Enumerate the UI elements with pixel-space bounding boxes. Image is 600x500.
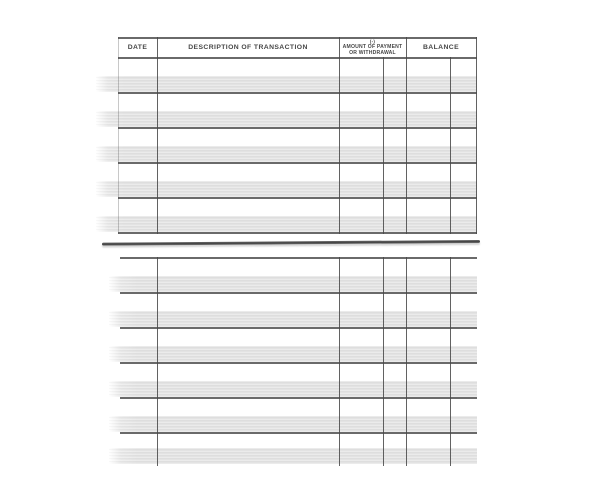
row-shading: [96, 111, 477, 127]
row-shading: [96, 76, 477, 92]
table-left-border: [118, 37, 119, 234]
payment-cents-divider: [383, 257, 384, 466]
row-shading: [109, 311, 477, 327]
grid-hline-row: [120, 292, 477, 294]
header-cell-balance: [406, 39, 476, 58]
description-divider-line: [339, 257, 340, 466]
table-right-border: [476, 37, 477, 234]
grid-hline-row: [120, 432, 477, 434]
payment-cents-divider: [383, 57, 384, 234]
row-shading-truncated: [109, 448, 477, 464]
date-divider-line: [157, 257, 158, 466]
header-cell-amount: [339, 39, 406, 58]
grid-hline-row: [118, 197, 477, 199]
amount-column-label-line1: AMOUNT OF PAYMENT: [342, 44, 403, 51]
balance-cents-divider: [450, 257, 451, 466]
header-cell-date: [118, 39, 157, 58]
description-column-label: DESCRIPTION OF TRANSACTION: [188, 44, 308, 52]
grid-hline-row: [118, 232, 477, 234]
grid-hline-header-top: [118, 37, 477, 39]
date-column-label: DATE: [127, 44, 148, 52]
row-shading: [96, 146, 477, 162]
row-shading: [109, 346, 477, 362]
date-divider-line: [157, 37, 158, 234]
grid-hline-header-bottom: [118, 57, 477, 59]
amount-minus-sign-label: (-): [369, 39, 376, 45]
grid-hline-row: [118, 162, 477, 164]
header-cell-description: [157, 39, 339, 58]
grid-hline-row: [120, 397, 477, 399]
balance-cents-divider: [450, 57, 451, 234]
grid-hline-row: [120, 257, 477, 259]
amount-column-label-line2: OR WITHDRAWAL: [349, 50, 396, 57]
row-shading: [109, 276, 477, 292]
row-shading: [109, 381, 477, 397]
grid-hline-row: [120, 362, 477, 364]
grid-hline-row: [118, 127, 477, 129]
amount-balance-divider: [406, 257, 407, 466]
grid-hline-row: [120, 327, 477, 329]
amount-balance-divider: [406, 37, 407, 234]
row-shading: [109, 416, 477, 432]
page-tear-edge: [102, 240, 480, 245]
grid-hline-row: [118, 92, 477, 94]
row-shading: [96, 216, 477, 232]
row-shading: [96, 181, 477, 197]
balance-column-label: BALANCE: [422, 44, 460, 52]
description-divider-line: [339, 37, 340, 234]
